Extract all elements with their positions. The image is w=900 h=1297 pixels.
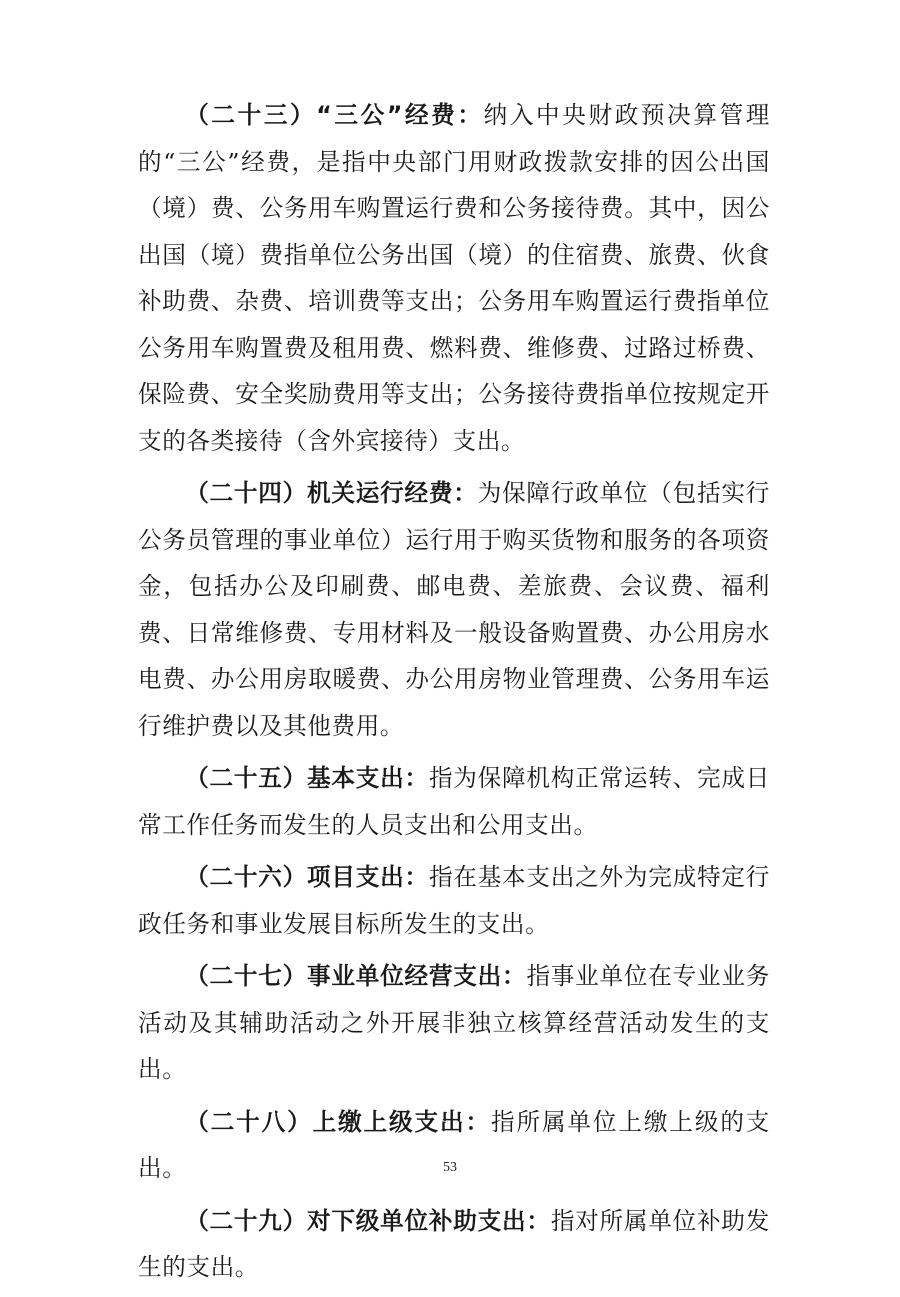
paragraph-23 [138, 92, 770, 464]
definition-25: 指为保障机构正常运转、完成日常工作任务而发生的人员支出和公用支出。 [138, 764, 770, 839]
term-26: （二十六）项目支出： [185, 863, 429, 891]
definition-27: 指事业单位在专业业务活动及其辅助活动之外开展非独立核算经营活动发生的支出。 [138, 962, 771, 1083]
paragraph-28 [138, 1099, 770, 1192]
page-number: 53 [443, 1160, 457, 1175]
paragraph-26 [138, 854, 770, 947]
paragraph-29 [138, 1198, 770, 1291]
definition-26: 指在基本支出之外为完成特定行政任务和事业发展目标所发生的支出。 [138, 863, 770, 938]
term-25: （二十五）基本支出： [185, 764, 429, 792]
definition-29: 指对所属单位补助发生的支出。 [138, 1206, 771, 1281]
term-27: （二十七）事业单位经营支出： [185, 962, 527, 990]
term-29: （二十九）对下级单位补助支出： [185, 1206, 551, 1235]
term-23: （二十三）“三公”经费： [185, 101, 484, 129]
term-28: （二十八）上缴上级支出： [185, 1107, 491, 1136]
paragraph-25 [138, 755, 770, 848]
document-body [138, 92, 770, 1297]
definition-28: 指所属单位上缴上级的支出。 [138, 1107, 770, 1182]
term-24: （二十四）机关运行经费： [185, 479, 478, 507]
paragraph-27 [138, 953, 770, 1093]
definition-24: 为保障行政单位（包括实行公务员管理的事业单位）运行用于购买货物和服务的各项资金，包括办公及印刷费、邮电费、差旅费、会议费、福利费、日常维修费、专用材料及一般设备购置费、办公用房水电费、办公用房取暖费、办公用房物业管理费、公务用车运行维护费以及其他费用。 [138, 479, 770, 740]
definition-23: 纳入中央财政预决算管理的“三公”经费，是指中央部门用财政拨款安排的因公出国（境）费、公务用车购置运行费和公务接待费。其中，因公出国（境）费指单位公务出国（境）的住宿费、旅费、伙食补助费、杂费、培训费等支出；公务用车购置运行费指单位公务用车购置费及租用费、燃料费、维修费、过路过桥费、保险费、安全奖励费用等支出；公务接待费指单位按规定开支的各类接待（含外宾接待）支出。 [138, 101, 770, 455]
paragraph-24 [138, 470, 770, 749]
